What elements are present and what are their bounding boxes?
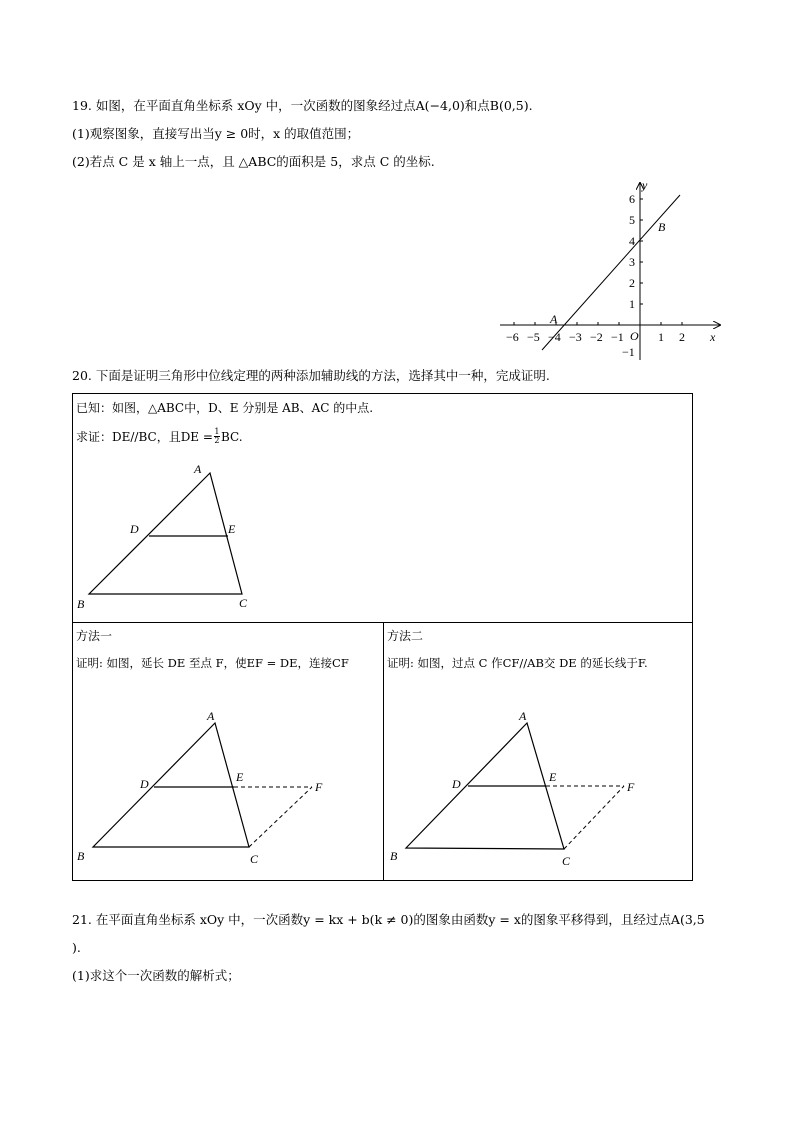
q21-stem-continued: ).: [72, 940, 81, 955]
method2-figure: [384, 705, 684, 875]
vertex-b-label: B: [77, 849, 85, 863]
q19-part2: (2)若点 C 是 x 轴上一点，且 △ABC的面积是 5，求点 C 的坐标.: [72, 154, 435, 169]
vertex-f-label: F: [315, 780, 323, 794]
q21-part1: (1)求这个一次函数的解析式；: [72, 968, 240, 983]
q21-stem: 21. 在平面直角坐标系 xOy 中，一次函数y = kx + b(k ≠ 0)的图象由函数y = x的图象平移得到，且经过点A(3,5: [72, 912, 705, 927]
x-axis-label: x: [710, 330, 716, 344]
fraction-numerator: 1: [214, 427, 220, 436]
method1-text: 证明: 如图，延长 DE 至点 F，使EF = DE，连接CF: [76, 656, 349, 670]
vertex-e-label: E: [228, 522, 236, 536]
prove-prefix: 求证：DE//BC，且DE =: [76, 430, 213, 444]
vertex-a-label: A: [194, 462, 202, 476]
point-b-label: B: [658, 220, 666, 234]
vertex-d-label: D: [452, 777, 461, 791]
y-tick-label: 6: [629, 192, 635, 206]
x-tick-label: −6: [506, 330, 519, 344]
fraction-one-half: [214, 428, 220, 445]
method1-title: 方法一: [76, 629, 113, 643]
vertex-e-label: E: [236, 770, 244, 784]
vertex-d-label: D: [130, 522, 139, 536]
origin-label: O: [630, 329, 639, 343]
q19-part1: (1)观察图象，直接写出当y ≥ 0时，x 的取值范围；: [72, 126, 360, 141]
q19-coordinate-graph: [490, 175, 730, 365]
vertex-f-label: F: [627, 780, 635, 794]
method2-title: 方法二: [387, 629, 424, 643]
y-tick-label: 4: [629, 234, 635, 248]
vertex-e-label: E: [549, 770, 557, 784]
x-tick-label: −5: [527, 330, 540, 344]
vertex-b-label: B: [77, 597, 85, 611]
function-line: [542, 195, 680, 350]
x-tick-label: −2: [590, 330, 603, 344]
vertex-c-label: C: [562, 854, 571, 868]
q20-given: 已知：如图，△ABC中，D、E 分别是 AB、AC 的中点.: [76, 401, 374, 415]
point-a-label: A: [550, 312, 558, 326]
y-tick-label: 3: [629, 255, 635, 269]
y-tick-label: −1: [622, 345, 635, 359]
vertex-a-label: A: [519, 709, 527, 723]
dashed-cf: [249, 787, 312, 847]
vertex-a-label: A: [207, 709, 215, 723]
y-tick-label: 1: [629, 297, 635, 311]
x-tick-label: 1: [658, 330, 664, 344]
y-tick-label: 5: [629, 213, 635, 227]
method2-text: 证明: 如图，过点 C 作CF//AB交 DE 的延长线于F.: [387, 656, 648, 670]
q20-prove: [76, 428, 243, 445]
x-tick-label: −4: [548, 330, 561, 344]
x-tick-label: 2: [679, 330, 685, 344]
q19-stem: 19. 如图，在平面直角坐标系 xOy 中，一次函数的图象经过点A(−4,0)和点B(0,5).: [72, 98, 533, 113]
vertex-c-label: C: [239, 596, 248, 610]
x-tick-label: −1: [611, 330, 624, 344]
x-tick-label: −3: [569, 330, 582, 344]
y-axis-label: y: [642, 178, 648, 192]
vertex-b-label: B: [390, 849, 398, 863]
method1-figure: [72, 705, 372, 875]
y-tick-label: 2: [629, 276, 635, 290]
fraction-denominator: 2: [214, 436, 220, 445]
vertex-d-label: D: [140, 777, 149, 791]
q20-intro: 20. 下面是证明三角形中位线定理的两种添加辅助线的方法，选择其中一种，完成证明.: [72, 368, 550, 383]
vertex-c-label: C: [250, 852, 259, 866]
dashed-cf: [564, 786, 624, 849]
q20-main-triangle: [72, 455, 272, 615]
prove-suffix: BC.: [220, 429, 243, 444]
